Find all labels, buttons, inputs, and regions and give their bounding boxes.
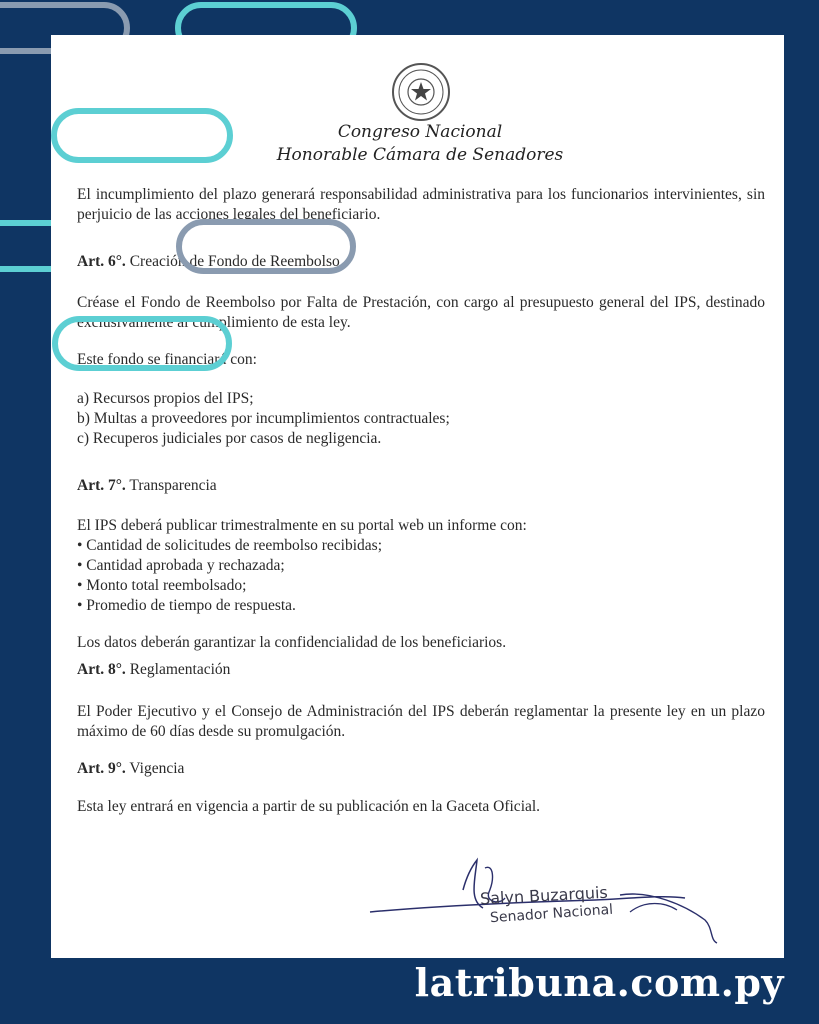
paragraph-vigencia: Esta ley entrará en vigencia a partir de su publicación en la Gaceta Oficial. (77, 798, 541, 815)
paragraph-informe: El IPS deberá publicar trimestralmente en su portal web un informe con: (77, 517, 527, 534)
article-9-title: Vigencia (125, 760, 185, 777)
list-item-c: c) Recuperos judiciales por casos de negligencia. (77, 430, 382, 447)
paragraph-reglamentacion: El Poder Ejecutivo y el Consejo de Administración del IPS deberán reglamentar la presente ley en un plazo máximo de 60 días desde su promulgación. (77, 703, 765, 740)
republic-seal-icon (392, 63, 450, 121)
paragraph-plazo: El incumplimiento del plazo generará responsabilidad administrativa para los funcionarios intervinientes, sin perjuicio de las acciones legales del beneficiario. (77, 186, 765, 223)
decorative-frame-overlay-1 (51, 108, 233, 163)
paragraph-financiacion: Este fondo se financiará con: (77, 351, 257, 368)
bullet-item: • Monto total reembolsado; (77, 577, 247, 594)
bullet-item: • Cantidad aprobada y rechazada; (77, 557, 285, 574)
article-9-heading (77, 759, 765, 779)
article-9-number: Art. 9°. (77, 760, 126, 777)
article-7-number: Art. 7°. (77, 477, 126, 494)
decorative-frame-overlay-3 (52, 316, 232, 371)
article-8-title: Reglamentación (125, 661, 231, 678)
article-8-number: Art. 8°. (77, 661, 126, 678)
document-page (51, 35, 784, 958)
signature-name: Salyn Buzarquis (479, 882, 609, 909)
list-item-b: b) Multas a proveedores por incumplimientos contractuales; (77, 410, 450, 427)
bullet-item: • Cantidad de solicitudes de reembolso recibidas; (77, 537, 383, 554)
article-6-title: Creación de Fondo de Reembolso (125, 253, 340, 270)
article-8-heading (77, 660, 765, 680)
article-6-number: Art. 6°. (77, 253, 126, 270)
list-item-a: a) Recursos propios del IPS; (77, 390, 254, 407)
paragraph-fondo: Créase el Fondo de Reembolso por Falta de Prestación, con cargo al presupuesto general del IPS, destinado exclusivamente al cumplimiento de esta ley. (77, 294, 765, 331)
header-camara: Honorable Cámara de Senadores (276, 145, 564, 165)
header-congreso: Congreso Nacional (337, 122, 503, 142)
signature-role: Senador Nacional (489, 901, 614, 927)
article-7-title: Transparencia (125, 477, 217, 494)
bullet-item: • Promedio de tiempo de respuesta. (77, 597, 296, 614)
brand-watermark: latribuna.com.py (414, 960, 784, 1005)
decorative-frame-overlay-2 (176, 219, 356, 274)
paragraph-confidencialidad: Los datos deberán garantizar la confidencialidad de los beneficiarios. (77, 634, 507, 651)
article-7-heading (77, 476, 765, 496)
